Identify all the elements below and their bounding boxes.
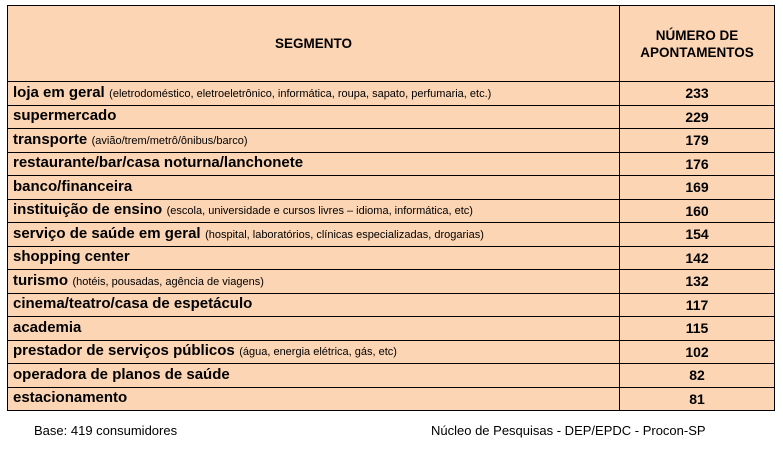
segment-cell — [8, 199, 620, 223]
header-count-line1: NÚMERO DE — [655, 27, 739, 43]
table-row — [8, 199, 775, 223]
segment-cell — [8, 293, 620, 317]
footer-base: Base: 419 consumidores — [34, 423, 178, 438]
count-cell: 132 — [620, 270, 775, 294]
count-cell: 176 — [620, 152, 775, 176]
segment-name: instituição de ensino — [13, 201, 163, 219]
count-cell: 142 — [620, 246, 775, 270]
segment-cell — [8, 129, 620, 153]
count-cell: 229 — [620, 105, 775, 129]
segment-detail: (avião/trem/metrô/ônibus/barco) — [91, 134, 248, 147]
table-row — [8, 82, 775, 106]
table-row — [8, 340, 775, 364]
segment-name: serviço de saúde em geral — [13, 224, 201, 242]
table-row — [8, 246, 775, 270]
segment-cell — [8, 317, 620, 341]
table-row — [8, 317, 775, 341]
header-count-line2: APONTAMENTOS — [640, 44, 754, 60]
segment-name: supermercado — [13, 107, 117, 125]
segment-name: banco/financeira — [13, 177, 133, 195]
table-row — [8, 176, 775, 200]
segment-table-container — [7, 5, 774, 411]
segment-detail: (hotéis, pousadas, agência de viagens) — [72, 275, 264, 288]
segment-name: operadora de planos de saúde — [13, 365, 230, 383]
table-row — [8, 152, 775, 176]
segment-cell — [8, 270, 620, 294]
table-row — [8, 129, 775, 153]
segment-name: loja em geral — [13, 83, 105, 101]
segment-cell — [8, 152, 620, 176]
segment-name: transporte — [13, 130, 88, 148]
segment-name: shopping center — [13, 248, 130, 266]
segment-cell — [8, 387, 620, 411]
header-count — [620, 6, 775, 82]
count-cell: 233 — [620, 82, 775, 106]
segment-cell — [8, 176, 620, 200]
segment-cell — [8, 340, 620, 364]
count-cell: 82 — [620, 364, 775, 388]
segment-name: cinema/teatro/casa de espetáculo — [13, 295, 253, 313]
segment-cell — [8, 364, 620, 388]
segment-detail: (água, energia elétrica, gás, etc) — [239, 346, 397, 359]
segment-detail: (escola, universidade e cursos livres – idioma, informática, etc) — [166, 205, 473, 218]
table-row — [8, 223, 775, 247]
count-cell: 160 — [620, 199, 775, 223]
header-segment — [8, 6, 620, 82]
segment-name: restaurante/bar/casa noturna/lanchonete — [13, 154, 304, 172]
header-segment-label: SEGMENTO — [274, 36, 352, 51]
segment-cell — [8, 105, 620, 129]
segment-detail: (eletrodoméstico, eletroeletrônico, informática, roupa, sapato, perfumaria, etc.) — [109, 87, 492, 100]
segment-name: prestador de serviços públicos — [13, 342, 235, 360]
segment-cell — [8, 246, 620, 270]
segment-cell — [8, 223, 620, 247]
count-cell: 102 — [620, 340, 775, 364]
segment-cell — [8, 82, 620, 106]
table-row — [8, 270, 775, 294]
segment-detail: (hospital, laboratórios, clínicas especializadas, drogarias) — [205, 228, 484, 241]
segment-table — [7, 5, 775, 411]
count-cell: 169 — [620, 176, 775, 200]
table-row — [8, 364, 775, 388]
segment-name: estacionamento — [13, 389, 128, 407]
count-cell: 115 — [620, 317, 775, 341]
table-row — [8, 293, 775, 317]
count-cell: 81 — [620, 387, 775, 411]
segment-name: academia — [13, 318, 82, 336]
count-cell: 117 — [620, 293, 775, 317]
segment-name: turismo — [13, 271, 69, 289]
table-row — [8, 387, 775, 411]
table-header-row — [8, 6, 775, 82]
table-body — [8, 82, 775, 411]
footer-source: Núcleo de Pesquisas - DEP/EPDC - Procon-SP — [431, 423, 706, 438]
table-row — [8, 105, 775, 129]
count-cell: 179 — [620, 129, 775, 153]
count-cell: 154 — [620, 223, 775, 247]
